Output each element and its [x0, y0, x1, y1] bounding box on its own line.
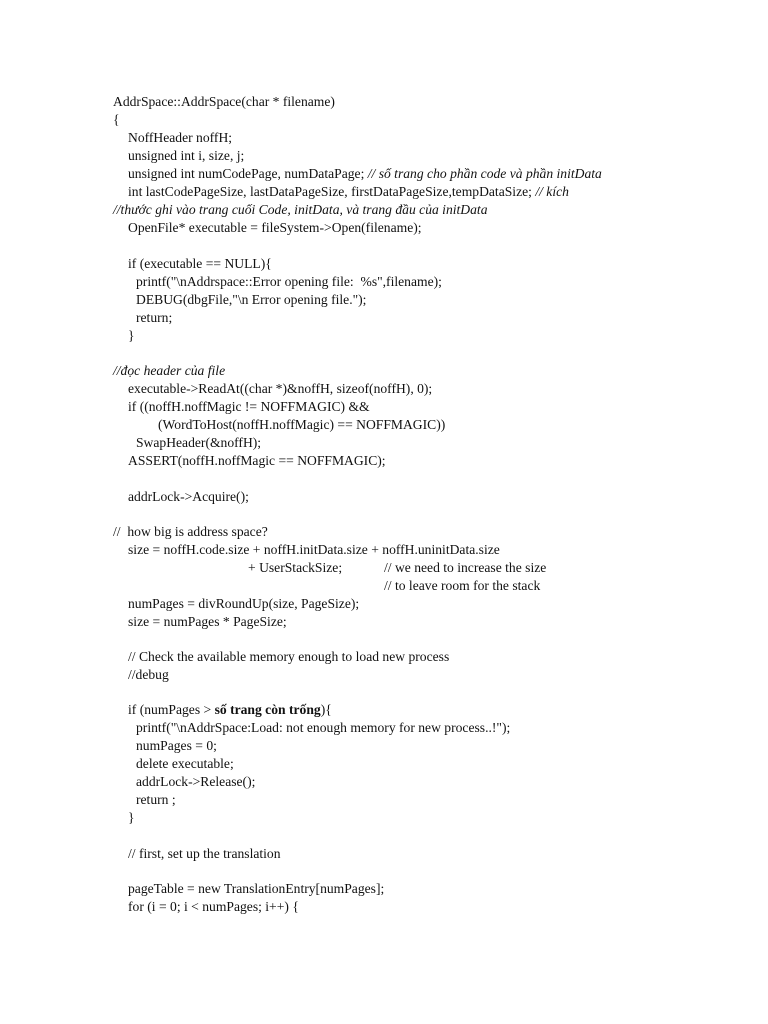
code-comment: // to leave room for the stack — [384, 578, 541, 593]
code-line: int lastCodePageSize, lastDataPageSize, firstDataPageSize,tempDataSize; // kích — [128, 184, 569, 199]
code-line: unsigned int numCodePage, numDataPage; // số trang cho phần code và phần initData — [128, 166, 602, 181]
code-line: { — [113, 112, 120, 127]
code-line: unsigned int i, size, j; — [128, 148, 245, 163]
code-comment: //đọc header của file — [113, 363, 226, 378]
code-line: return; — [136, 310, 173, 325]
code-line: // first, set up the translation — [128, 846, 281, 861]
code-line: executable->ReadAt((char *)&noffH, sizeof(noffH), 0); — [128, 381, 433, 396]
code-line: return ; — [136, 792, 176, 807]
code-line: OpenFile* executable = fileSystem->Open(filename); — [128, 220, 422, 235]
code-comment: //thước ghi vào trang cuối Code, initData, và trang đầu của initData — [113, 202, 488, 217]
code-line: if ((noffH.noffMagic != NOFFMAGIC) && — [128, 399, 370, 414]
code-line: if (executable == NULL){ — [128, 256, 272, 271]
code-line: numPages = 0; — [136, 738, 217, 753]
code-comment: // we need to increase the size — [384, 560, 547, 575]
code-line: delete executable; — [136, 756, 234, 771]
code-line: printf("\nAddrSpace:Load: not enough memory for new process..!"); — [136, 720, 511, 735]
code-line: pageTable = new TranslationEntry[numPages]; — [128, 881, 385, 896]
code-line: } — [128, 328, 135, 343]
code-line: SwapHeader(&noffH); — [136, 435, 262, 450]
code-line: if (numPages > số trang còn trống){ — [128, 702, 332, 717]
code-line: + UserStackSize; — [248, 560, 343, 575]
code-line: // Check the available memory enough to load new process — [128, 649, 450, 664]
code-line: // how big is address space? — [113, 524, 268, 539]
code-line: AddrSpace::AddrSpace(char * filename) — [113, 94, 335, 109]
code-line: numPages = divRoundUp(size, PageSize); — [128, 596, 360, 611]
code-line: size = noffH.code.size + noffH.initData.size + noffH.uninitData.size — [128, 542, 500, 557]
code-line: //debug — [128, 667, 169, 682]
code-line: addrLock->Acquire(); — [128, 489, 249, 504]
bold-placeholder: số trang còn trống — [214, 702, 321, 717]
code-comment: // số trang cho phần code và phần initData — [367, 166, 602, 181]
code-line: size = numPages * PageSize; — [128, 614, 287, 629]
code-line: printf("\nAddrspace::Error opening file: %s",filename); — [136, 274, 442, 289]
code-line: NoffHeader noffH; — [128, 130, 233, 145]
code-line: DEBUG(dbgFile,"\n Error opening file."); — [136, 292, 367, 307]
code-line: (WordToHost(noffH.noffMagic) == NOFFMAGIC)) — [158, 417, 446, 432]
code-line: } — [128, 810, 135, 825]
code-line: for (i = 0; i < numPages; i++) { — [128, 899, 299, 914]
code-line: addrLock->Release(); — [136, 774, 256, 789]
code-line: ASSERT(noffH.noffMagic == NOFFMAGIC); — [128, 453, 386, 468]
code-comment: // kích — [535, 184, 569, 199]
